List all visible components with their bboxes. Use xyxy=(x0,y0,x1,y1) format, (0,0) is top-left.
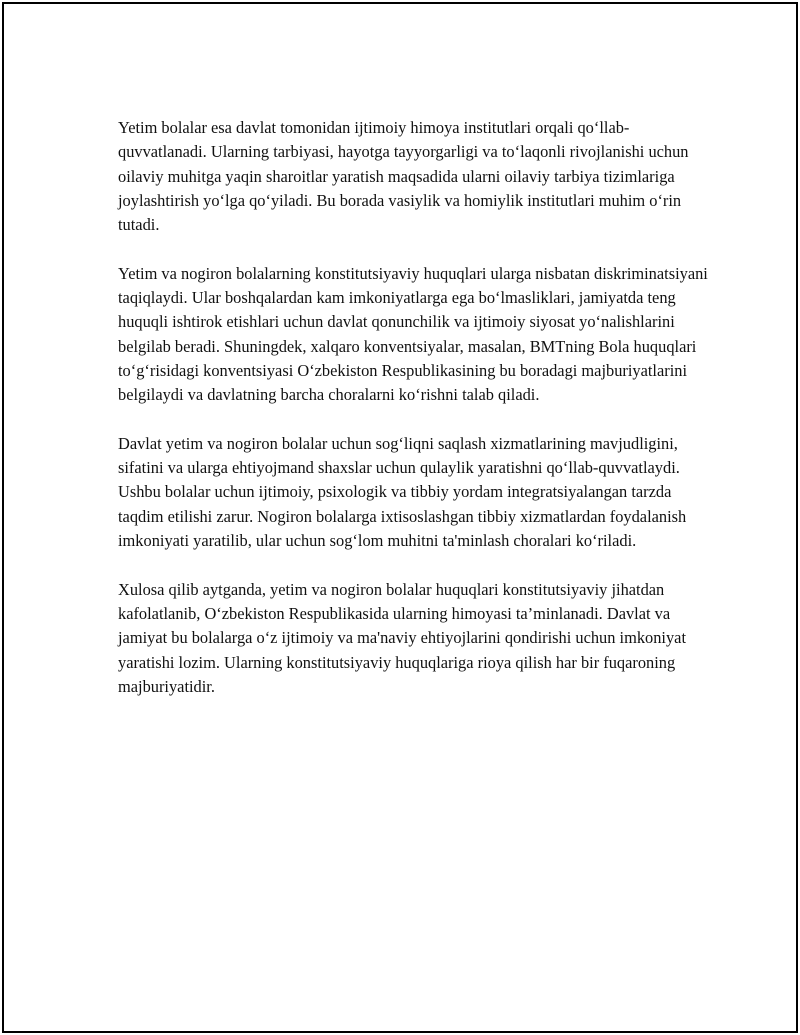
paragraph-3: Davlat yetim va nogiron bolalar uchun sog‘liqni saqlash xizmatlarining mavjudligini, sifatini va ularga ehtiyojmand shaxslar uchun qulaylik yaratishni qo‘llab-quvvatlaydi. Ushbu bolalar uchun ijtimoiy, psixologik va tibbiy yordam integratsiyalangan tarzda taqdim etilishi zarur. Nogiron bolalarga ixtisoslashgan tibbiy xizmatlardan foydalanish imkoniyati yaratilib, ular uchun sog‘lom muhitni ta'minlash choralari ko‘riladi. xyxy=(118,433,687,551)
paragraph-4: Xulosa qilib aytganda, yetim va nogiron bolalar huquqlari konstitutsiyaviy jihatdan kafolatlanib, O‘zbekiston Respublikasida ularning himoyasi ta’minlanadi. Davlat va jamiyat bu bolalarga o‘z ijtimoiy va ma'naviy ehtiyojlarini qondirishi uchun imkoniyat yaratishi lozim. Ularning konstitutsiyaviy huquqlariga rioya qilish har bir fuqaroning majburiyatidir. xyxy=(118,579,687,696)
document-body xyxy=(118,116,708,699)
paragraph-1: Yetim bolalar esa davlat tomonidan ijtimoiy himoya institutlari orqali qo‘llab-quvvatlanadi. Ularning tarbiyasi, hayotga tayyorgarligi va to‘laqonli rivojlanishi uchun oilaviy muhitga yaqin sharoitlar yaratish maqsadida ularni oilaviy tarbiya tizimlariga joylashtirish yo‘lga qo‘yiladi. Bu borada vasiylik va homiylik institutlari muhim o‘rin tutadi. xyxy=(118,118,689,235)
paragraph-2: Yetim va nogiron bolalarning konstitutsiyaviy huquqlari ularga nisbatan diskriminatsiyani taqiqlaydi. Ular boshqalardan kam imkoniyatlarga ega bo‘lmasliklari, jamiyatda teng huquqli ishtirok etishlari uchun davlat qonunchilik va ijtimoiy siyosat yo‘nalishlarini belgilab beradi. Shuningdek, xalqaro konventsiyalar, masalan, BMTning Bola huquqlari to‘g‘risidagi konventsiyasi O‘zbekiston Respublikasining bu boradagi majburiyatlarini belgilaydi va davlatning barcha choralarni ko‘rishni talab qiladi. xyxy=(118,263,708,405)
